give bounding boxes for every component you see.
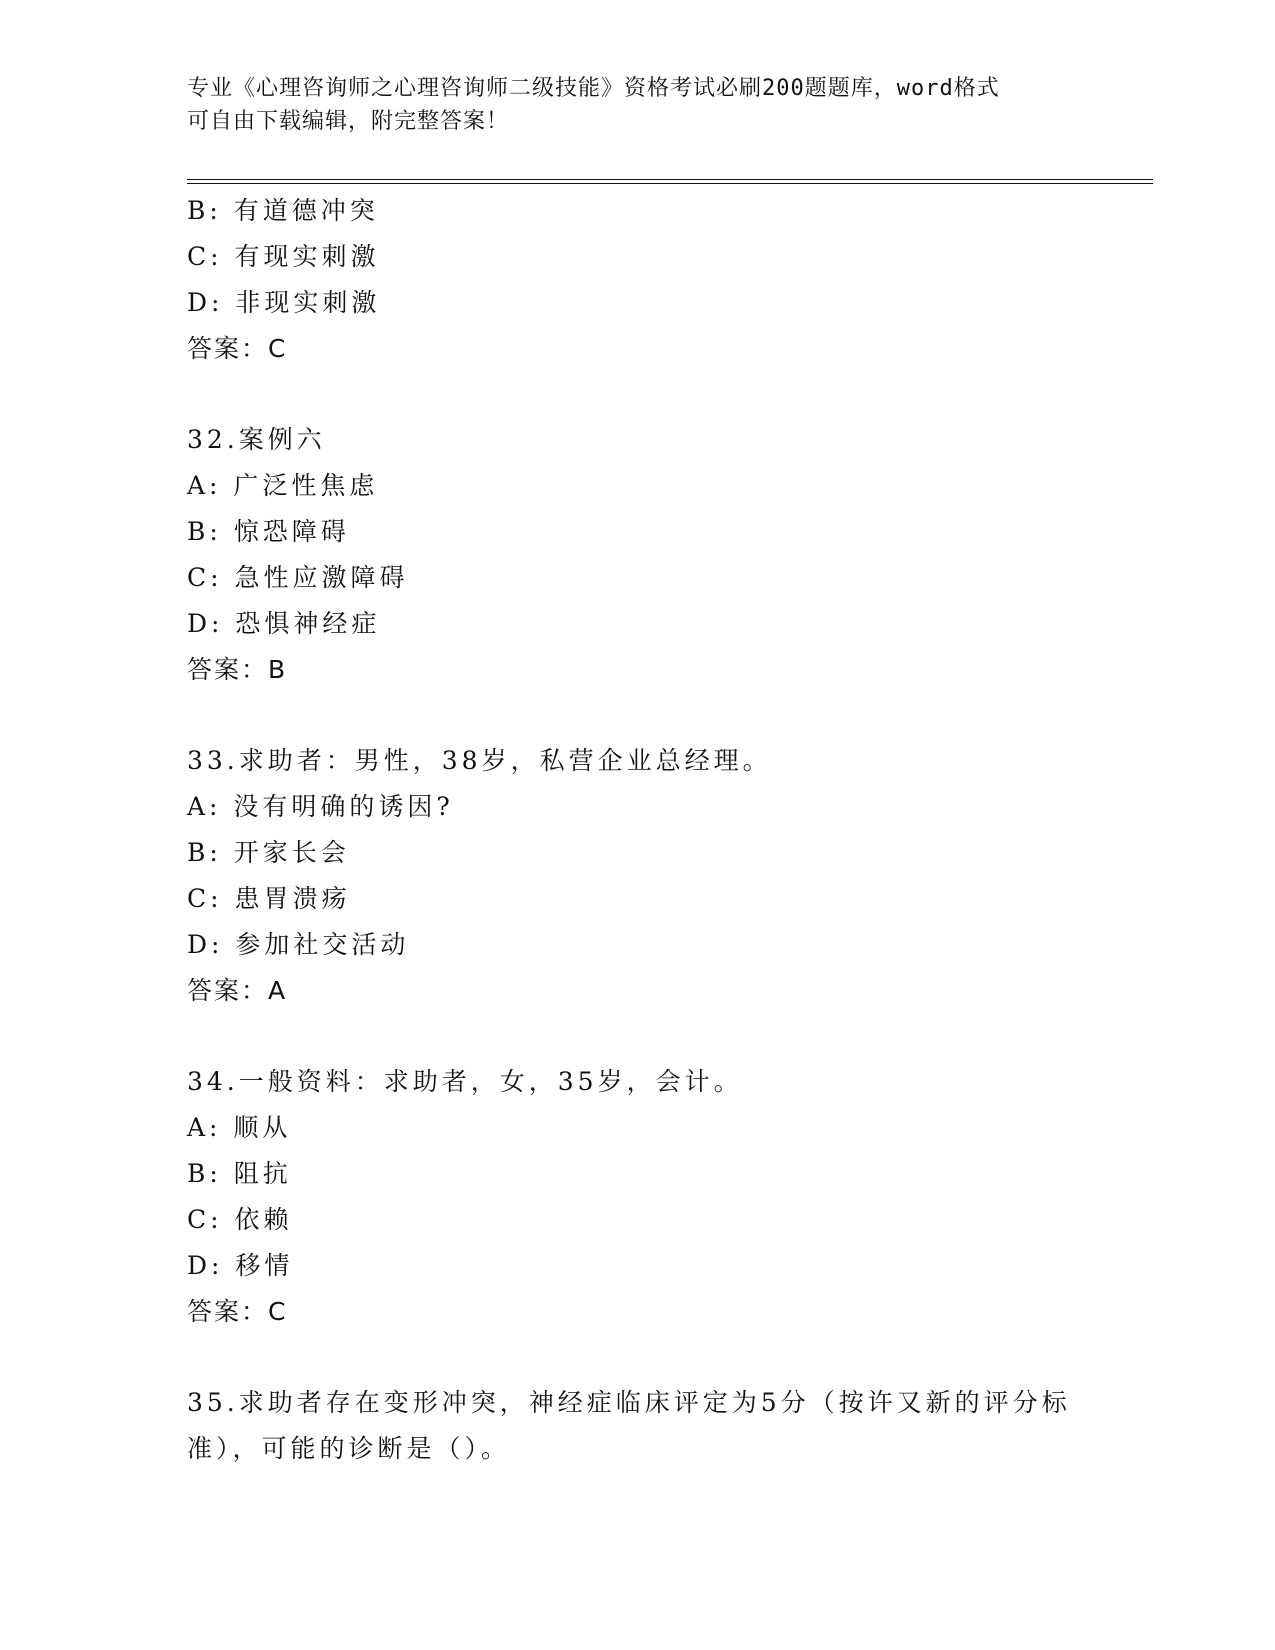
question-34 (187, 1059, 1087, 1335)
document-header (187, 72, 1087, 138)
spacer (187, 1014, 1087, 1059)
option-b: B: 开家长会 (187, 838, 350, 867)
question-31-tail (187, 188, 1087, 372)
option-b: B: 有道德冲突 (187, 196, 379, 225)
answer: 答案：B (187, 655, 288, 684)
answer: 答案：C (187, 334, 288, 363)
option-a: A: 顺从 (187, 1113, 292, 1142)
question-text: 35.求助者存在变形冲突，神经症临床评定为5分（按许又新的评分标准），可能的诊断是（）。 (187, 1388, 1071, 1463)
spacer (187, 372, 1087, 417)
option-a: A: 广泛性焦虑 (187, 471, 379, 500)
option-b: B: 惊恐障碍 (187, 517, 350, 546)
answer: 答案：A (187, 976, 288, 1005)
option-d: D: 移情 (187, 1251, 294, 1280)
header-rule-top (187, 179, 1153, 180)
option-d: D: 非现实刺激 (187, 288, 381, 317)
question-list (187, 188, 1087, 1472)
option-d: D: 恐惧神经症 (187, 609, 381, 638)
header-line-1: 专业《心理咨询师之心理咨询师二级技能》资格考试必刷200题题库，word格式 (187, 76, 1000, 101)
question-32 (187, 417, 1087, 693)
option-c: C: 有现实刺激 (187, 242, 380, 271)
header-line-2: 可自由下载编辑，附完整答案！ (187, 109, 510, 134)
option-b: B: 阻抗 (187, 1159, 292, 1188)
question-text: 33.求助者：男性，38岁，私营企业总经理。 (187, 746, 772, 775)
question-text: 34.一般资料：求助者，女，35岁，会计。 (187, 1067, 743, 1096)
question-35 (187, 1380, 1087, 1472)
spacer (187, 1335, 1087, 1380)
question-33 (187, 738, 1087, 1014)
spacer (187, 693, 1087, 738)
option-a: A: 没有明确的诱因? (187, 792, 454, 821)
option-c: C: 患胃溃疡 (187, 884, 351, 913)
header-rule-bottom (187, 183, 1153, 184)
answer: 答案：C (187, 1297, 288, 1326)
option-c: C: 依赖 (187, 1205, 293, 1234)
option-c: C: 急性应激障碍 (187, 563, 409, 592)
question-text: 32.案例六 (187, 425, 326, 454)
option-d: D: 参加社交活动 (187, 930, 410, 959)
